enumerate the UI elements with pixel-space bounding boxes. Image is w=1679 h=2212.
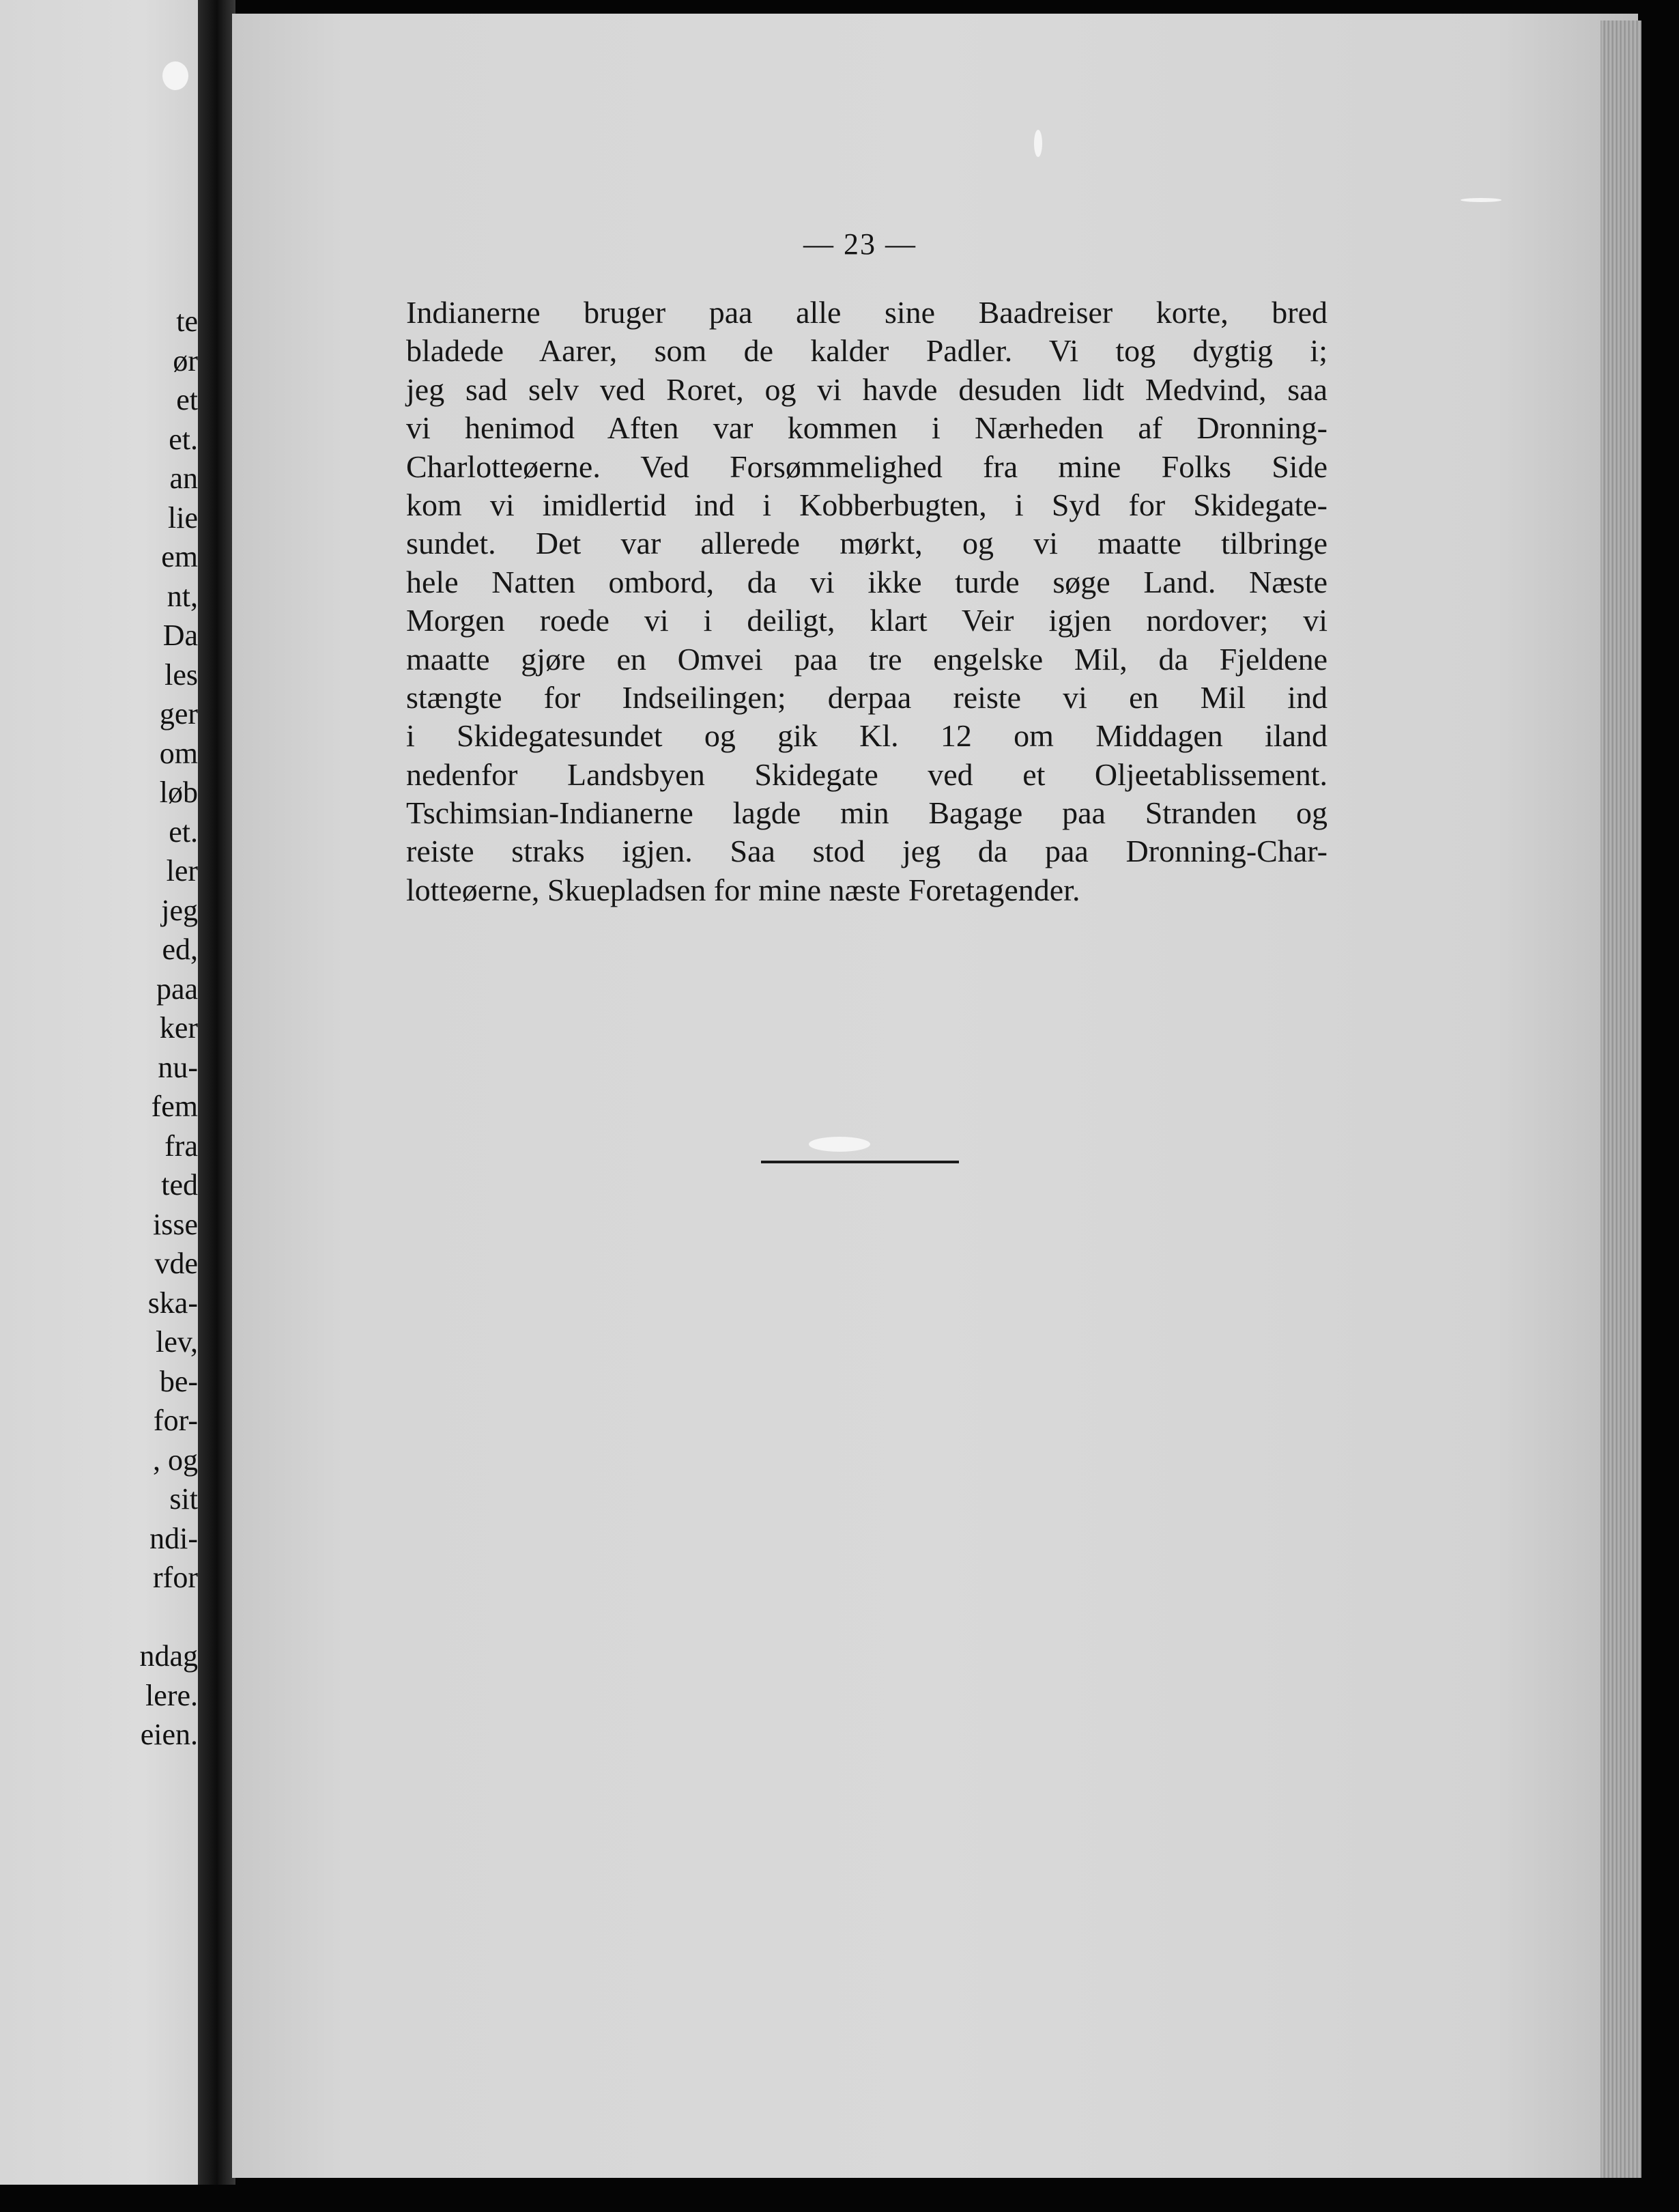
facing-page-fragment: lere. xyxy=(145,1678,198,1712)
facing-page-fragment: ker xyxy=(159,1011,198,1045)
text-line: maatte gjøre en Omvei paa tre engelske Mil, da Fjeldene xyxy=(406,641,1328,677)
text-line: bladede Aarer, som de kalder Padler. Vi tog dygtig i; xyxy=(406,333,1328,369)
facing-page-fragment: ør xyxy=(173,343,198,378)
facing-page-fragment: ed, xyxy=(162,933,198,966)
dust-speck xyxy=(162,61,188,90)
facing-page-fragment: an xyxy=(169,462,198,495)
text-line: Charlotteøerne. Ved Forsømmelighed fra mine Folks Side xyxy=(406,449,1328,484)
section-end-rule xyxy=(761,1161,959,1163)
text-line: vi henimod Aften var kommen i Nærheden af Dronning- xyxy=(406,410,1328,446)
facing-page-fragment: et. xyxy=(169,814,198,849)
facing-page-fragment: ted xyxy=(161,1168,198,1202)
facing-page-fragment: løb xyxy=(159,776,198,809)
facing-page-fragment: , og xyxy=(153,1443,198,1477)
facing-page-fragment: ger xyxy=(159,697,198,731)
facing-page-fragment: ndi- xyxy=(149,1521,198,1555)
text-line: Indianerne bruger paa alle sine Baadreiser korte, bred xyxy=(406,295,1328,330)
facing-page xyxy=(0,0,205,2185)
facing-page-fragment: fra xyxy=(164,1129,198,1163)
facing-page-fragment: eien. xyxy=(140,1718,198,1751)
text-line: sundet. Det var allerede mørkt, og vi maatte tilbringe xyxy=(406,526,1328,561)
body-text xyxy=(406,294,1328,909)
book-gutter xyxy=(198,0,235,2185)
facing-page-fragment: lie xyxy=(168,500,198,535)
facing-page-fragment: em xyxy=(161,540,198,573)
text-line: kom vi imidlertid ind i Kobberbugten, i Syd for Skidegate- xyxy=(406,487,1328,522)
facing-page-fragment: ler xyxy=(166,854,198,888)
facing-page-fragment: om xyxy=(159,736,198,770)
text-line: i Skidegatesundet og gik Kl. 12 om Middagen iland xyxy=(406,718,1328,754)
facing-page-fragment: sit xyxy=(169,1482,198,1516)
facing-page-fragment: fem xyxy=(151,1090,198,1123)
facing-page-fragment: rfor xyxy=(153,1561,198,1594)
text-line: jeg sad selv ved Roret, og vi havde desuden lidt Medvind, saa xyxy=(406,371,1328,407)
text-line: stængte for Indseilingen; derpaa reiste vi en Mil ind xyxy=(406,679,1328,715)
page-number: — 23 — xyxy=(803,227,917,261)
facing-page-fragment: for- xyxy=(153,1404,198,1437)
facing-page-fragment: te xyxy=(176,304,198,338)
facing-page-fragment: ndag xyxy=(139,1639,198,1673)
text-line: Morgen roede vi i deiligt, klart Veir igjen nordover; vi xyxy=(406,603,1328,638)
text-line: nedenfor Landsbyen Skidegate ved et Oljeetablissement. xyxy=(406,756,1328,792)
facing-page-fragment: vde xyxy=(154,1247,198,1280)
text-line: Tschimsian-Indianerne lagde min Bagage paa Stranden og xyxy=(406,795,1328,831)
facing-page-fragment: paa xyxy=(156,972,198,1006)
facing-page-fragment: Da xyxy=(162,619,198,652)
facing-page-fragment: lev, xyxy=(156,1325,198,1359)
text-line: hele Natten ombord, da vi ikke turde søge Land. Næste xyxy=(406,564,1328,599)
dust-speck xyxy=(809,1137,870,1152)
dust-speck xyxy=(1461,198,1502,202)
text-line: reiste straks igjen. Saa stod jeg da paa Dronning-Char- xyxy=(406,834,1328,869)
facing-page-fragment: jeg xyxy=(161,893,198,927)
facing-page-fragment: et xyxy=(176,383,198,416)
dust-speck xyxy=(1034,130,1042,157)
facing-page-fragment: be- xyxy=(159,1364,198,1398)
page-edge xyxy=(1601,20,1641,2178)
facing-page-fragment: isse xyxy=(153,1207,198,1241)
facing-page-fragment: nt, xyxy=(167,579,198,613)
facing-page-fragment: nu- xyxy=(158,1050,198,1084)
facing-page-fragment: ska- xyxy=(147,1286,198,1320)
facing-page-fragment: les xyxy=(164,657,198,692)
facing-page-fragment: et. xyxy=(169,422,198,456)
text-line: lotteøerne, Skuepladsen for mine næste Foretagender. xyxy=(406,872,1080,907)
